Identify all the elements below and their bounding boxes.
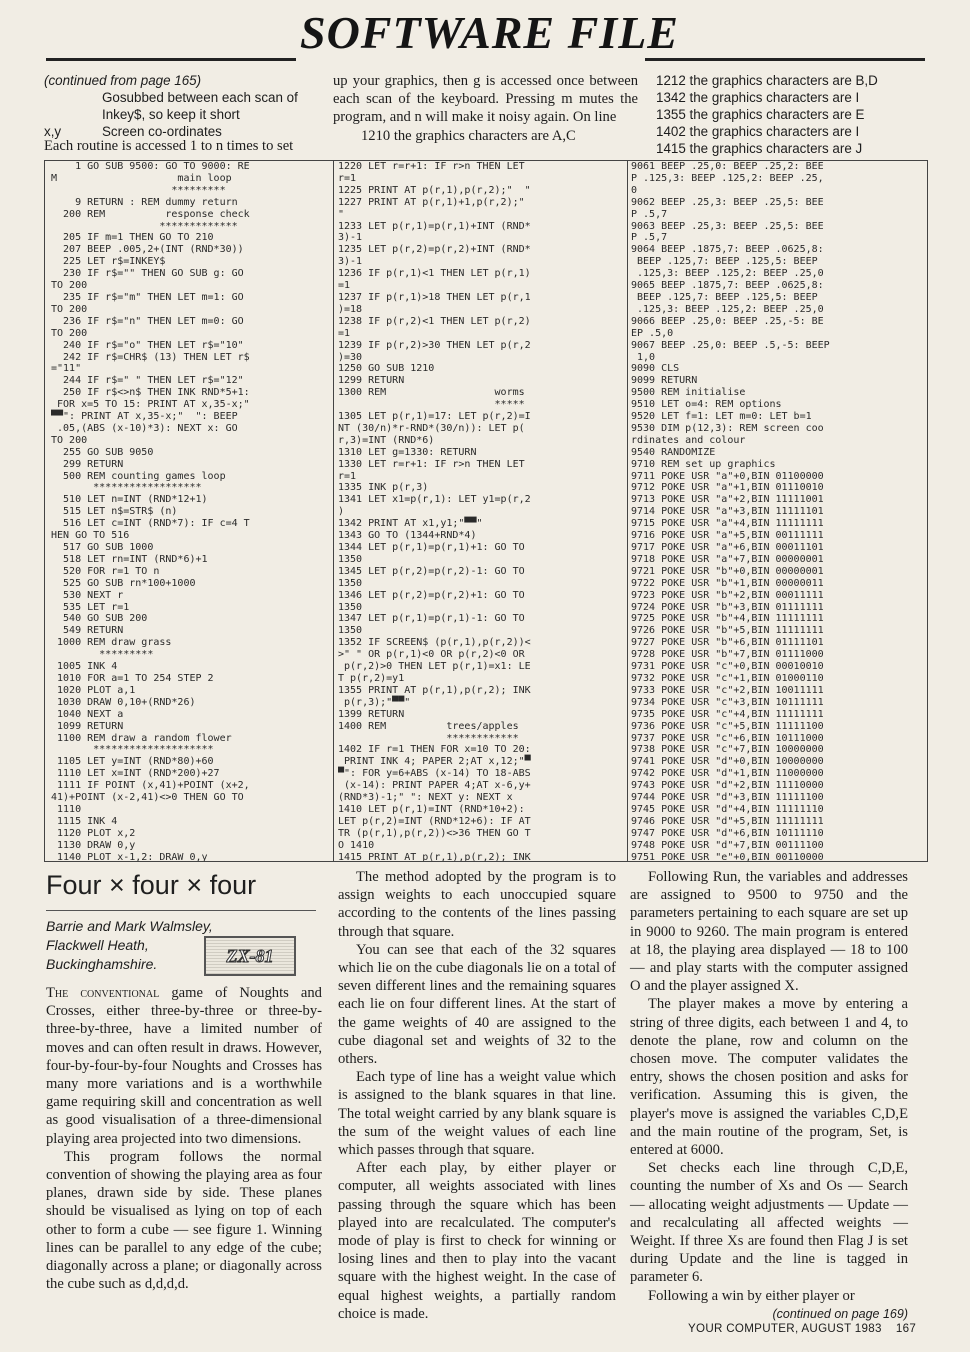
listing-line: 1020 PLOT a,1 [51,684,136,696]
listing-line: 3)-1 [338,256,363,268]
article-para-2: This program follows the normal convention of showing the playing area as four planes, drawn side by side. These planes should be visualised as lying on top of each other to form a cube — see figure 1. Winning lines can be parallel to any edge of the cube; diagonally across a plane; or diagonally across the cube such as d,d,d,d. [46,1148,322,1293]
listing-line: ***** [338,399,525,411]
listing-line: 244 IF r$=" " THEN LET r$="12" [51,375,244,387]
header-rule-left [46,58,296,61]
listing-line: 1110 [51,803,82,815]
article-paragraph: Each type of line has a weight value which is assigned to the blank squares in that line. The total weight carried by any blank square is the sum of the weight values of each line which passes through that square. [338,1069,616,1159]
variable-row [44,89,324,106]
listing-line: 515 LET n$=STR$ (n) [51,506,178,518]
article-paragraph: Following Run, the variables and addresses are assigned to 9500 to 9750 and the parameters pertaining to each square are set up in 9000 to 9260. The main program is entered at 18, the playing area displayed — 18 to 100 — and play starts with the computer assigned O and the player assigned X. [630,869,908,995]
listing-line: .05,(ABS (x-10)*3): NEXT x: GO [51,422,238,434]
listing-line: =1 [338,280,351,292]
listing-line: 9724 POKE USR "b"+3,BIN 01111111 [631,601,824,613]
listing-line: 1,0 [631,351,656,363]
listing-line: 1352 IF SCREEN$ (p(r,1),p(r,2))< [338,637,531,649]
listing-line: ****************** [51,482,202,494]
listing-line: 9714 POKE USR "a"+3,BIN 11111101 [631,506,824,518]
listing-line: T p(r,2)=y1 [338,672,405,684]
listing-line: 516 LET c=INT (RND*7): IF c=4 T [51,518,250,530]
byline-line: Flackwell Heath, [46,937,149,953]
listing-line: >" " OR p(r,1)<0 OR p(r,2)<0 OR [338,649,525,661]
listing-line: 1310 LET g=1330: RETURN [338,446,477,458]
listing-line: 1235 LET p(r,2)=p(r,2)+INT (RND* [338,244,531,256]
listing-line: 1110 LET x=INT (RND*200)+27 [51,768,220,780]
listing-line: 9735 POKE USR "c"+4,BIN 11111111 [631,708,824,720]
listing-line: 1040 NEXT a [51,708,124,720]
listing-line: 9734 POKE USR "c"+3,BIN 10111111 [631,696,824,708]
listing-line: 1225 PRINT AT p(r,1),p(r,2);" " [338,184,531,196]
listing-line: p(r,3);"▀▀" [338,696,411,708]
listing-line: 9099 RETURN [631,375,698,387]
variable-desc: Screen co-ordinates [102,124,222,139]
listing-line: 9733 POKE USR "c"+2,BIN 10011111 [631,684,824,696]
listing-line: 9090 CLS [631,363,680,375]
listing-line: 9520 LET f=1: LET m=0: LET b=1 [631,411,812,423]
listing-line: " [338,208,345,220]
listing-line: 1342 PRINT AT x1,y1;"▀▀" [338,518,483,530]
listing-line: 510 LET n=INT (RND*12+1) [51,494,208,506]
listing-line: 9711 POKE USR "a"+0,BIN 01100000 [631,470,824,482]
listing-line: 9727 POKE USR "b"+6,BIN 01111101 [631,637,824,649]
listing-line: TO 200 [51,303,88,315]
listing-line: 1400 REM trees/apples [338,720,519,732]
listing-line: 1111 IF POINT (x,41)+POINT (x+2, [51,780,250,792]
listing-line: 9510 LET o=4: REM options [631,399,782,411]
listing-line: 1238 IF p(r,2)<1 THEN LET p(r,2) [338,315,531,327]
listing-line: TO 200 [51,434,88,446]
listing-line: ********* [51,184,226,196]
listing-line: 1350 [338,553,363,565]
listing-line: M main loop [51,172,232,184]
listing-line: TO 200 [51,280,88,292]
lead-in: The conventional [46,985,160,1001]
byline [46,917,213,974]
listing-line: 1346 LET p(r,2)=p(r,2)+1: GO TO [338,589,525,601]
listing-line: 9500 REM initialise [631,387,746,399]
listing-line: 1005 INK 4 [51,661,118,673]
listing-line: ) [338,506,345,518]
article-column-1 [46,984,322,1293]
listing-line: 9715 POKE USR "a"+4,BIN 11111111 [631,518,824,530]
listing-line: 1415 PRINT AT p(r,1),p(r,2); INK [338,851,531,861]
variable-name: x,y [44,124,62,139]
listing-line: 1115 INK 4 [51,815,118,827]
article-para-1 [46,984,322,1148]
listing-line: 9736 POKE USR "c"+5,BIN 11111100 [631,720,824,732]
listing-line: 235 IF r$="m" THEN LET m=1: GO [51,291,244,303]
listing-line: 9748 POKE USR "d"+7,BIN 00111100 [631,839,824,851]
listing-line: 299 RETURN [51,458,124,470]
graphics-note: 1415 the graphics characters are J [656,141,863,156]
listing-line: TO 200 [51,327,88,339]
listing-line: 250 IF r$<>n$ THEN INK RND*5+1: [51,387,250,399]
article-paragraph: You can see that each of the 32 squares which lie on the cube diagonals lie on a total of seven different lines and the remaining squares each lie on four different lines. At the start of the game weights of 40 are assigned to the cube diagonal set and weights of 32 to the others. [338,941,616,1068]
listing-line: 9722 POKE USR "b"+1,BIN 00000011 [631,577,824,589]
listing-line: HEN GO TO 516 [51,530,130,542]
program-listing [44,160,928,862]
listing-line: 1 GO SUB 9500: GO TO 9000: RE [51,161,250,172]
listing-line: 500 REM counting games loop [51,470,226,482]
listing-line: 9725 POKE USR "b"+4,BIN 11111111 [631,613,824,625]
listing-line: )=30 [338,351,363,363]
listing-line: 9064 BEEP .1875,7: BEEP .0625,8: [631,244,824,256]
listing-line: 205 IF m=1 THEN GO TO 210 [51,232,214,244]
listing-line: rdinates and colour [631,434,746,446]
listing-line: 530 NEXT r [51,589,124,601]
listing-line: 1010 FOR a=1 TO 254 STEP 2 [51,672,214,684]
variable-name [44,106,102,123]
listing-divider-1 [333,161,334,861]
listing-line: 1299 RETURN [338,375,405,387]
listing-line: ▀▀": PRINT AT x,35-x;" ": BEEP [51,411,238,423]
listing-line: 1237 IF p(r,1)>18 THEN LET p(r,1 [338,291,531,303]
listing-line: )=18 [338,303,363,315]
listing-line: 9745 POKE USR "d"+4,BIN 11111110 [631,803,824,815]
intro-column-3 [656,72,926,157]
listing-line: 1239 IF p(r,2)>30 THEN LET p(r,2 [338,339,531,351]
listing-line: 9717 POKE USR "a"+6,BIN 00011101 [631,542,824,553]
intro-column-2-text: up your graphics, then g is accessed once between each scan of the keyboard. Pressing m mutes the program, and n will make it noisy again. On line [333,73,638,126]
listing-column-2 [338,161,622,861]
listing-line: 9741 POKE USR "d"+0,BIN 10000000 [631,756,824,768]
listing-line: 9716 POKE USR "a"+5,BIN 00111111 [631,530,824,542]
listing-line: 9751 POKE USR "e"+0,BIN 00110000 [631,851,824,861]
listing-line: 9 RETURN : REM dummy return [51,196,238,208]
listing-line: 1344 LET p(r,1)=p(r,1)+1: GO TO [338,542,525,553]
listing-line: 9062 BEEP .25,3: BEEP .25,5: BEE [631,196,824,208]
listing-line: 549 RETURN [51,625,124,637]
variable-desc: Inkey$, so keep it short [102,107,240,122]
listing-line: 1330 LET r=r+1: IF r>n THEN LET [338,458,525,470]
listing-line: 9728 POKE USR "b"+7,BIN 01111000 [631,649,824,661]
article-title-rule [46,910,316,911]
listing-line: ▀": FOR y=6+ABS (x-14) TO 18-ABS [338,768,531,780]
listing-line: 1305 LET p(r,1)=17: LET p(r,2)=I [338,411,531,423]
listing-line: 1140 PLOT x-1,2: DRAW 0,y [51,851,208,861]
listing-line: LET p(r,2)=INT (RND*12+6): IF AT [338,815,531,827]
listing-line: 1355 PRINT AT p(r,1),p(r,2); INK [338,684,531,696]
listing-line: 1410 LET p(r,1)=INT (RND*10+2): [338,803,525,815]
listing-line: P .5,7 [631,208,668,220]
listing-line: 9743 POKE USR "d"+2,BIN 11110000 [631,780,824,792]
listing-line: =1 [338,327,351,339]
listing-line: 1335 INK p(r,3) [338,482,429,494]
listing-line: 0 [631,184,638,196]
listing-line: 255 GO SUB 9050 [51,446,154,458]
listing-line: .125,3: BEEP .125,2: BEEP .25,0 [631,268,824,280]
listing-line: 9710 REM set up graphics [631,458,776,470]
listing-line: BEEP .125,7: BEEP .125,5: BEEP [631,291,818,303]
listing-line: 1236 IF p(r,1)<1 THEN LET p(r,1) [338,268,531,280]
listing-line: p(r,2)>0 THEN LET p(r,1)=x1: LE [338,661,531,673]
continued-from-note: (continued from page 165) [44,73,202,88]
graphics-note: 1402 the graphics characters are I [656,124,860,139]
article-column-3 [630,868,908,1323]
listing-line: 200 REM response check [51,208,250,220]
listing-line: 540 GO SUB 200 [51,613,148,625]
listing-line: r=1 [338,470,357,482]
listing-line: ************* [51,220,238,232]
article-paragraph: Set checks each line through C,D,E, counting the number of Xs and Os — Search — allocating weight adjustments — Update — and recalculating all affected weights — Weight. If three Xs are found then Flag J is set during Update and the line is tagged in parameter 6. [630,1160,908,1286]
listing-column-1 [51,161,327,861]
graphics-note: 1212 the graphics characters are B,D [656,73,878,88]
listing-line: 1100 REM draw a random flower [51,732,232,744]
listing-line: 9742 POKE USR "d"+1,BIN 11000000 [631,768,824,780]
intro-column-2-indent: 1210 the graphics characters are A,C [361,127,576,144]
listing-line: BEEP .125,7: BEEP .125,5: BEEP [631,256,818,268]
listing-line: 1402 IF r=1 THEN FOR x=10 TO 20: [338,744,531,756]
intro-column-1-last: Each routine is accessed 1 to n times to set [44,138,294,154]
listing-line: 9712 POKE USR "a"+1,BIN 01110010 [631,482,824,494]
listing-line: 9061 BEEP .25,0: BEEP .25,2: BEE [631,161,824,172]
listing-line: 1000 REM draw grass [51,637,172,649]
variable-row [44,106,324,123]
article-title: Four × four × four [46,870,257,900]
listing-line: ********* [51,649,154,661]
listing-divider-2 [627,161,628,861]
listing-line: 1341 LET x1=p(r,1): LET y1=p(r,2 [338,494,531,506]
listing-line: 9726 POKE USR "b"+5,BIN 11111111 [631,625,824,637]
intro-column-1 [44,72,324,140]
article-paragraph: The method adopted by the program is to assign weights to each unoccupied square according to the contents of the lines passing through that square. [338,869,616,940]
listing-line: 9713 POKE USR "a"+2,BIN 11111001 [631,494,824,506]
listing-line: EP .5,0 [631,327,674,339]
listing-line: r=1 [338,172,357,184]
listing-line: P .5,7 [631,232,668,244]
listing-line: 1233 LET p(r,1)=p(r,1)+INT (RND* [338,220,531,232]
listing-line: 525 GO SUB rn*100+1000 [51,577,196,589]
article-column-2 [338,868,616,1323]
listing-line: 242 IF r$=CHR$ (13) THEN LET r$ [51,351,250,363]
listing-line: 1220 LET r=r+1: IF r>n THEN LET [338,161,525,172]
article-paragraph: The player makes a move by entering a string of three digits, each between 1 and 4, to denote the plane, row and column on the chosen move. The computer validates the entry, shows the chosen position and asks for verification. Assuming this is given, the player's move is assigned the variables C,D,E and the main routine of the program, Set, is entered at 6000. [630,996,908,1159]
listing-line: PRINT INK 4; PAPER 2;AT x,12;"▀ [338,756,531,768]
listing-line: 9066 BEEP .25,0: BEEP .25,-5: BE [631,315,824,327]
listing-line: 517 GO SUB 1000 [51,542,154,553]
listing-line: ="11" [51,363,82,375]
graphics-note: 1355 the graphics characters are E [656,107,865,122]
listing-line: 9723 POKE USR "b"+2,BIN 00011111 [631,589,824,601]
listing-line: ******************** [51,744,214,756]
listing-line: 535 LET r=1 [51,601,130,613]
listing-line: 1350 [338,577,363,589]
listing-line: 9731 POKE USR "c"+0,BIN 00010010 [631,661,824,673]
listing-line: 3)-1 [338,232,363,244]
listing-line: 230 IF r$="" THEN GO SUB g: GO [51,268,244,280]
listing-line: 518 LET rn=INT (RND*6)+1 [51,553,208,565]
listing-line: 1343 GO TO (1344+RND*4) [338,530,477,542]
listing-line: 1350 [338,625,363,637]
listing-line: 240 IF r$="o" THEN LET r$="10" [51,339,244,351]
article-para-1-text: game of Noughts and Crosses, either three-by-three or three-by-three-by-three, have a limited number of moves and can often result in draws. However, four-by-four-by-four Noughts and Crosses has many more variations and is a worthwhile game requiring skill and concentration as well as good visualisation of a three-dimensional playing area projected into two dimensions. [46,985,322,1147]
header-rule-right [645,58,925,61]
variable-name [44,89,102,106]
listing-column-3 [631,161,923,861]
listing-line: 236 IF r$="n" THEN LET m=0: GO [51,315,244,327]
listing-line: 9738 POKE USR "c"+7,BIN 10000000 [631,744,824,756]
listing-line: 1399 RETURN [338,708,405,720]
listing-line: 520 FOR r=1 TO n [51,565,160,577]
byline-line: Barrie and Mark Walmsley, [46,918,213,934]
listing-line: O 1410 [338,839,375,851]
listing-line: 9747 POKE USR "d"+6,BIN 10111110 [631,827,824,839]
listing-line: .125,3: BEEP .125,2: BEEP .25,0 [631,303,824,315]
zx81-badge: ZX-81 [204,936,296,976]
listing-line: 9737 POKE USR "c"+6,BIN 10111000 [631,732,824,744]
listing-line: (RND*3)-1;" ": NEXT y: NEXT x [338,792,513,804]
listing-line: 225 LET r$=INKEY$ [51,256,166,268]
listing-line: 207 BEEP .005,2+(INT (RND*30)) [51,244,244,256]
listing-line: P .125,3: BEEP .125,2: BEEP .25, [631,172,824,184]
listing-line: 9718 POKE USR "a"+7,BIN 00000001 [631,553,824,565]
variable-desc: Gosubbed between each scan of [102,90,298,105]
listing-line: 1130 DRAW 0,y [51,839,136,851]
listing-line: 9746 POKE USR "d"+5,BIN 11111111 [631,815,824,827]
article-paragraph: Following a win by either player or [648,1287,855,1304]
byline-line: Buckinghamshire. [46,956,158,972]
listing-line: 1227 PRINT AT p(r,1)+1,p(r,2);" [338,196,525,208]
listing-line: 9732 POKE USR "c"+1,BIN 01000110 [631,672,824,684]
listing-line: 9744 POKE USR "d"+3,BIN 11111100 [631,792,824,804]
listing-line: r,3)=INT (RND*6) [338,434,435,446]
listing-line: 1099 RETURN [51,720,124,732]
article-paragraph: After each play, by either player or computer, all weights associated with lines passing through the square which has been played into are recalculated. The computer's mode of play is first to check for winning or losing lines and then to play into the vacant square with the highest weight. In the case of equal highest weights, a partially random choice is made. [338,1160,616,1322]
listing-line: (x-14): PRINT PAPER 4;AT x-6,y+ [338,780,531,792]
listing-line: 41)+POINT (x-2,41)<>0 THEN GO TO [51,792,244,804]
graphics-note: 1342 the graphics characters are I [656,90,860,105]
listing-line: 1250 GO SUB 1210 [338,363,435,375]
listing-line: 1120 PLOT x,2 [51,827,136,839]
listing-line: 9530 DIM p(12,3): REM screen coo [631,422,824,434]
listing-line: 9540 RANDOMIZE [631,446,716,458]
listing-line: 1350 [338,601,363,613]
listing-line: 1347 LET p(r,1)=p(r,1)-1: GO TO [338,613,525,625]
listing-line: 1105 LET y=INT (RND*80)+60 [51,756,214,768]
listing-line: 9721 POKE USR "b"+0,BIN 00000001 [631,565,824,577]
listing-line: 9065 BEEP .1875,7: BEEP .0625,8: [631,280,824,292]
listing-line: 9067 BEEP .25,0: BEEP .5,-5: BEEP [631,339,830,351]
listing-line: 1300 REM worms [338,387,525,399]
listing-line: 9063 BEEP .25,3: BEEP .25,5: BEE [631,220,824,232]
listing-line: TR (p(r,1),p(r,2))<>36 THEN GO T [338,827,531,839]
section-title: SOFTWARE FILE [300,7,679,58]
listing-line: 1030 DRAW 0,10+(RND*26) [51,696,196,708]
intro-column-2 [333,72,638,145]
listing-line: 1345 LET p(r,2)=p(r,2)-1: GO TO [338,565,525,577]
listing-line: FOR x=5 TO 15: PRINT AT x,35-x;" [51,399,250,411]
listing-line: ************ [338,732,519,744]
continued-note: (continued on page 169) [772,1306,908,1321]
variable-list [44,89,324,140]
page-footer: YOUR COMPUTER, AUGUST 1983 167 [688,1322,917,1335]
listing-line: NT (30/n)*r-RND*(30/n)): LET p( [338,422,525,434]
